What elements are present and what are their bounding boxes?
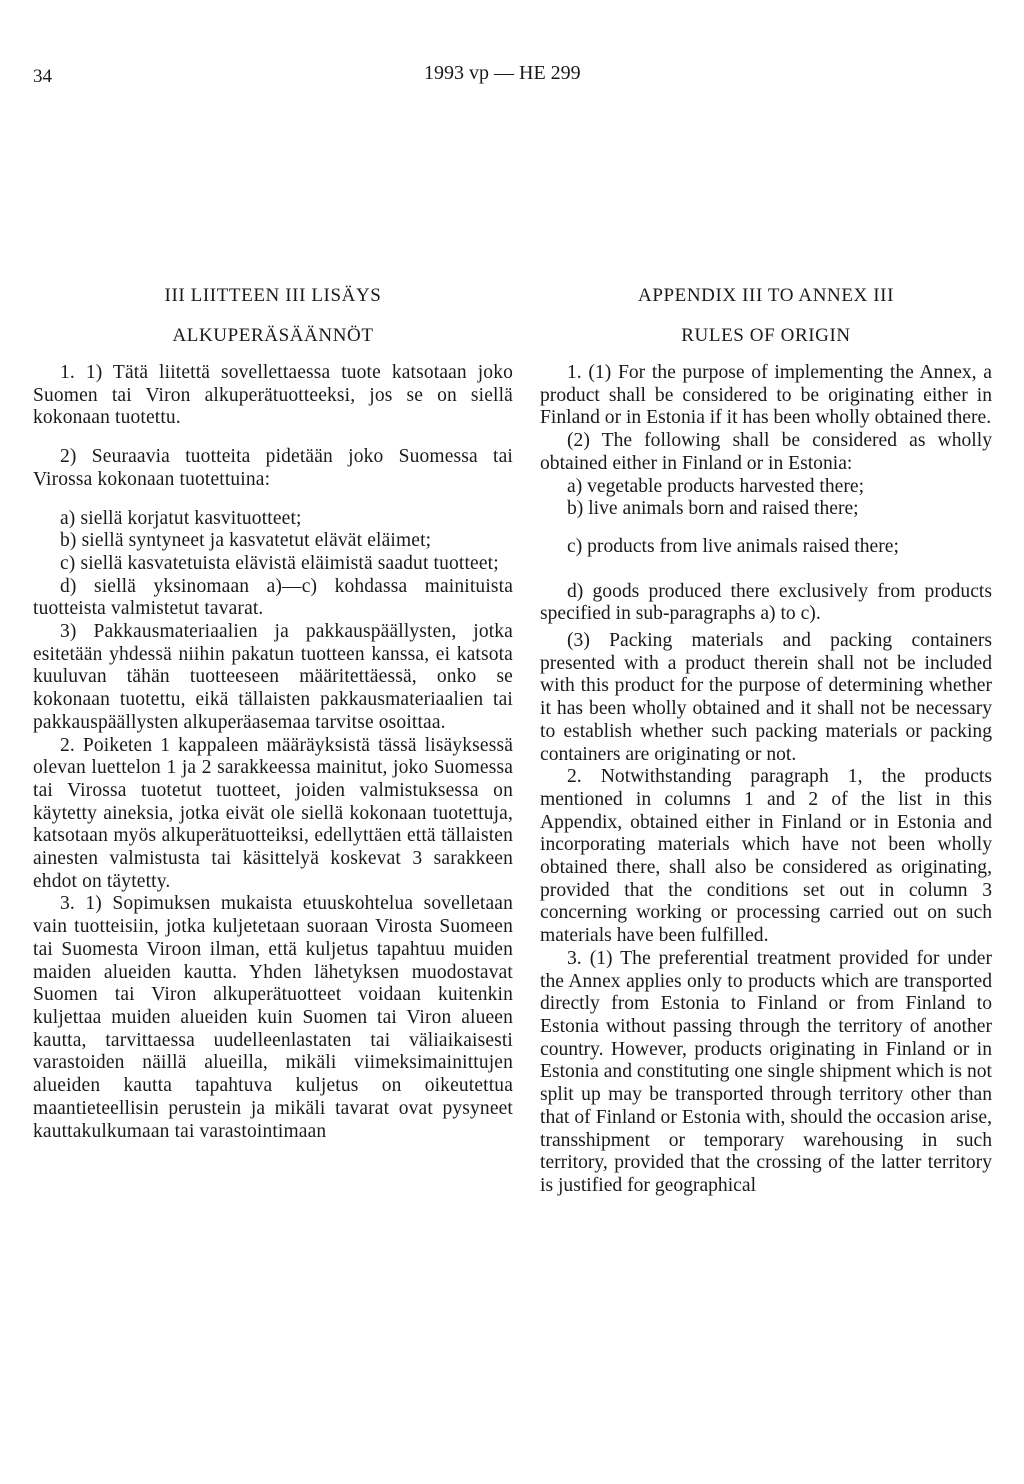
finnish-paragraph: d) siellä yksinomaan a)—c) kohdassa mainituista tuotteista valmistetut tavarat.: [33, 575, 513, 620]
finnish-paragraph: a) siellä korjatut kasvituotteet;: [60, 507, 302, 529]
english-paragraph: a) vegetable products harvested there;: [567, 475, 865, 497]
finnish-heading-rules: ALKUPERÄSÄÄNNÖT: [172, 325, 374, 346]
finnish-heading-appendix: III LIITTEEN III LISÄYS: [164, 285, 382, 306]
running-header: 1993 vp — HE 299: [424, 62, 581, 84]
english-paragraph: 3. (1) The preferential treatment provided for under the Annex applies only to products which are transported directly from Estonia to Finland or from Finland to Estonia without passing through the territory of another country. However, products originating in Finland or in Estonia and constituting one single shipment which is not split up may be transported through territory other than that of Finland or Estonia with, should the occasion arise, transshipment or temporary warehousing in such territory, provided that the crossing of the latter territory is justified for geographical: [540, 947, 992, 1196]
english-paragraph: 2. Notwithstanding paragraph 1, the products mentioned in columns 1 and 2 of the list in this Appendix, obtained either in Finland or in Estonia and incorporating materials which have not been wholly obtained there, shall also be considered as originating, provided that the conditions set out in column 3 concerning working or processing carried out on such materials have been fulfilled.: [540, 766, 992, 947]
english-heading-rules: RULES OF ORIGIN: [681, 325, 851, 346]
english-paragraph: d) goods produced there exclusively from products specified in sub-paragraphs a) to c).: [540, 580, 992, 625]
finnish-paragraph: b) siellä syntyneet ja kasvatetut elävät eläimet;: [60, 530, 432, 552]
english-paragraph: c) products from live animals raised there;: [567, 535, 899, 557]
finnish-paragraph: 2) Seuraavia tuotteita pidetään joko Suomessa tai Virossa kokonaan tuotettuina:: [33, 446, 513, 490]
english-paragraph: b) live animals born and raised there;: [567, 498, 859, 520]
page-number: 34: [33, 66, 52, 87]
english-paragraph: (2) The following shall be considered as wholly obtained either in Finland or in Estonia:: [540, 430, 992, 474]
finnish-paragraph: 1. 1) Tätä liitettä sovellettaessa tuote katsotaan joko Suomen tai Viron alkuperätuotteeksi, jos se on siellä kokonaan tuotettu.: [33, 362, 513, 429]
english-paragraph: 1. (1) For the purpose of implementing the Annex, a product shall be considered to be originating either in Finland or in Estonia if it has been wholly obtained there.: [540, 362, 992, 429]
english-column: [540, 284, 992, 1198]
finnish-paragraph: c) siellä kasvatetuista elävistä eläimistä saadut tuotteet;: [60, 552, 499, 574]
finnish-paragraph: 3. 1) Sopimuksen mukaista etuuskohtelua sovelletaan vain tuotteisiin, jotka kuljetetaan suoraan Virosta Suomeen tai Suomesta Viroon ilman, että kuljetus tapahtuu muiden maiden alueiden kautta. Yhden lähetyksen muodostavat Suomen tai Viron alkuperätuotteet voidaan kuitenkin kuljettaa muiden alueiden kuin Suomen tai Viron alueen kautta, tarvittaessa uudelleenlastaten tai väliaikaisesti varastoiden näillä alueilla, mikäli viimeksimainittujen alueiden kautta tapahtuva kuljetus on oikeutettua maantieteellisin perustein ja mikäli tavarat ovat pysyneet kauttakulkumaan tai varastointimaan: [33, 893, 513, 1142]
finnish-paragraph: 2. Poiketen 1 kappaleen määräyksistä tässä lisäyksessä olevan luettelon 1 ja 2 sarakkeessa mainitut, joko Suomessa tai Virossa tuotetut tuotteet, joiden valmistuksessa on käytetty aineksia, jotka eivät ole siellä kokonaan tuotettuja, katsotaan myös alkuperätuotteiksi, edellyttäen että tällaisten ainesten valmistusta tai käsittelyä koskevat 3 sarakkeen ehdot on täytetty.: [33, 734, 513, 892]
finnish-column: [33, 284, 513, 1143]
finnish-paragraph: 3) Pakkausmateriaalien ja pakkauspäällysten, jotka esitetään yhdessä niihin pakatun tuotteen kanssa, ei katsota kuuluvan tähän tuotteeseen määritettäessä, onko se kokonaan tuotettu, eikä tällaisten pakkausmateriaalien tai pakkauspäällysten alkuperäasemaa tarvitse osoittaa.: [33, 621, 513, 733]
english-paragraph: (3) Packing materials and packing containers presented with a product therein shall not be included with this product for the purpose of determining whether it has been wholly obtained and it shall not be necessary to establish whether such packing materials or packing containers are originating or not.: [540, 630, 992, 765]
english-heading-appendix: APPENDIX III TO ANNEX III: [638, 285, 894, 306]
